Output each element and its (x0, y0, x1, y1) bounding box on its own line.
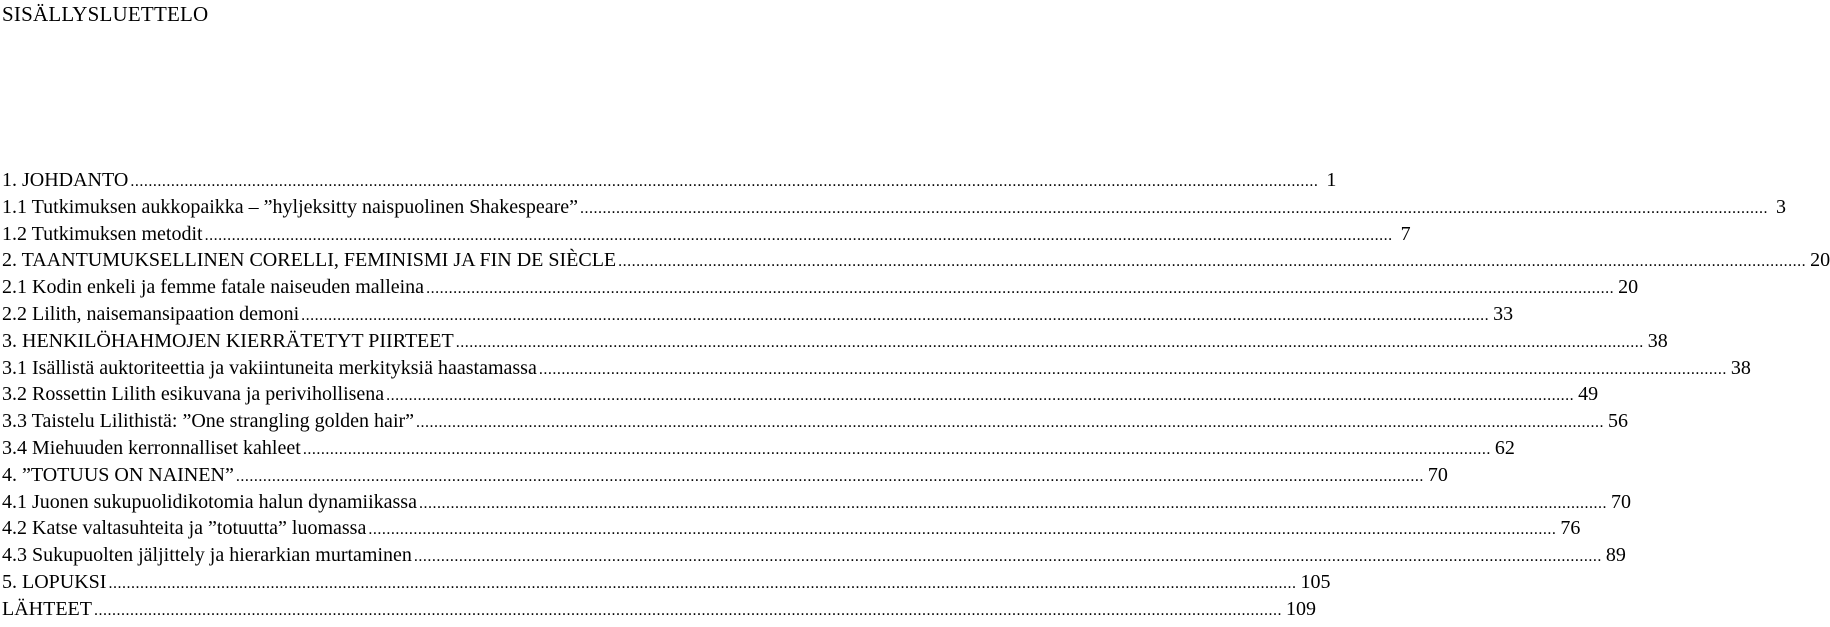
toc-entry[interactable] (2, 274, 1639, 301)
toc-entry[interactable] (2, 462, 1448, 489)
toc-leader-dots (580, 196, 1768, 223)
toc-leader-dots (303, 437, 1491, 464)
toc-entry-page: 7 (1400, 222, 1411, 245)
toc-entry[interactable] (2, 194, 1787, 221)
toc-entry-label: 1.1 Tutkimuksen aukkopaikka – ”hyljeksitty naispuolinen Shakespeare” (2, 195, 579, 218)
toc-leader-dots (386, 383, 1574, 410)
toc-entry-label: 4. ”TOTUUS ON NAINEN” (2, 463, 234, 486)
toc-entry-page: 70 (1610, 490, 1631, 513)
toc-entry-label: 5. LOPUKSI (2, 570, 107, 593)
toc-entry-label: 2.1 Kodin enkeli ja femme fatale naiseuden malleina (2, 276, 425, 299)
toc-entry[interactable] (2, 596, 1316, 623)
toc-entry[interactable] (2, 542, 1626, 569)
toc-entry-page: 76 (1560, 517, 1581, 540)
toc-entry-label: 4.1 Juonen sukupuolidikotomia halun dynamiikassa (2, 490, 417, 513)
toc-entry[interactable] (2, 301, 1514, 328)
toc-entry-label: 2.2 Lilith, naisemansipaation demoni (2, 302, 300, 325)
toc-entry-label: 3.4 Miehuuden kerronnalliset kahleet (2, 436, 301, 459)
toc-leader-dots (94, 598, 1282, 625)
toc-entry[interactable] (2, 515, 1581, 542)
toc-leader-dots (205, 223, 1393, 250)
toc-leader-dots (456, 330, 1644, 357)
toc-entry[interactable] (2, 221, 1411, 248)
page-title: SISÄLLYSLUETTELO (2, 2, 209, 26)
toc-entry-page: 1 (1326, 169, 1337, 191)
toc-entry-label: 4.3 Sukupuolten jäljittely ja hierarkian murtaminen (2, 544, 412, 567)
toc-entry-page: 20 (1618, 276, 1639, 299)
toc-leader-dots (539, 357, 1727, 384)
toc-entry-page: 38 (1730, 356, 1751, 379)
toc-leader-dots (416, 410, 1604, 437)
toc-leader-dots (130, 169, 1318, 196)
toc-entry-page: 109 (1285, 597, 1316, 620)
toc-entry[interactable] (2, 569, 1331, 596)
toc-entry-label: 1. JOHDANTO (2, 169, 129, 191)
toc-entry-page: 56 (1608, 410, 1629, 433)
toc-entry-page: 49 (1578, 383, 1599, 406)
toc-entry-page: 62 (1494, 436, 1515, 459)
toc-leader-dots (368, 517, 1556, 544)
toc-entry[interactable] (2, 408, 1629, 435)
toc-entry-page: 89 (1605, 544, 1626, 567)
table-of-contents (2, 167, 1830, 623)
toc-entry-label: LÄHTEET (2, 597, 92, 620)
toc-entry-page: 105 (1300, 570, 1331, 593)
toc-entry-label: 4.2 Katse valtasuhteita ja ”totuutta” luomassa (2, 517, 367, 540)
toc-entry-label: 3.3 Taistelu Lilithistä: ”One strangling golden hair” (2, 410, 415, 433)
toc-entry-label: 3.1 Isällistä auktoriteettia ja vakiintuneita merkityksiä haastamassa (2, 356, 537, 379)
toc-entry-label: 3.2 Rossettin Lilith esikuvana ja perivihollisena (2, 383, 385, 406)
toc-entry[interactable] (2, 489, 1631, 516)
toc-leader-dots (618, 249, 1806, 276)
toc-entry[interactable] (2, 247, 1830, 274)
toc-entry[interactable] (2, 435, 1515, 462)
toc-leader-dots (426, 276, 1614, 303)
toc-entry[interactable] (2, 355, 1751, 382)
toc-entry-label: 2. TAANTUMUKSELLINEN CORELLI, FEMINISMI JA FIN DE SIÈCLE (2, 249, 617, 272)
toc-entry-label: 3. HENKILÖHAHMOJEN KIERRÄTETYT PIIRTEET (2, 329, 454, 352)
toc-leader-dots (236, 464, 1424, 491)
toc-entry[interactable] (2, 167, 1337, 194)
toc-entry[interactable] (2, 381, 1599, 408)
toc-entry-page: 33 (1493, 302, 1514, 325)
toc-entry-page: 20 (1810, 249, 1830, 272)
toc-leader-dots (419, 491, 1607, 518)
toc-entry-label: 1.2 Tutkimuksen metodit (2, 222, 203, 245)
toc-leader-dots (301, 303, 1489, 330)
toc-leader-dots (414, 544, 1602, 571)
toc-entry[interactable] (2, 328, 1668, 355)
toc-entry-page: 70 (1427, 463, 1448, 486)
toc-entry-page: 38 (1647, 329, 1668, 352)
toc-leader-dots (108, 571, 1296, 598)
toc-entry-page: 3 (1776, 195, 1787, 218)
